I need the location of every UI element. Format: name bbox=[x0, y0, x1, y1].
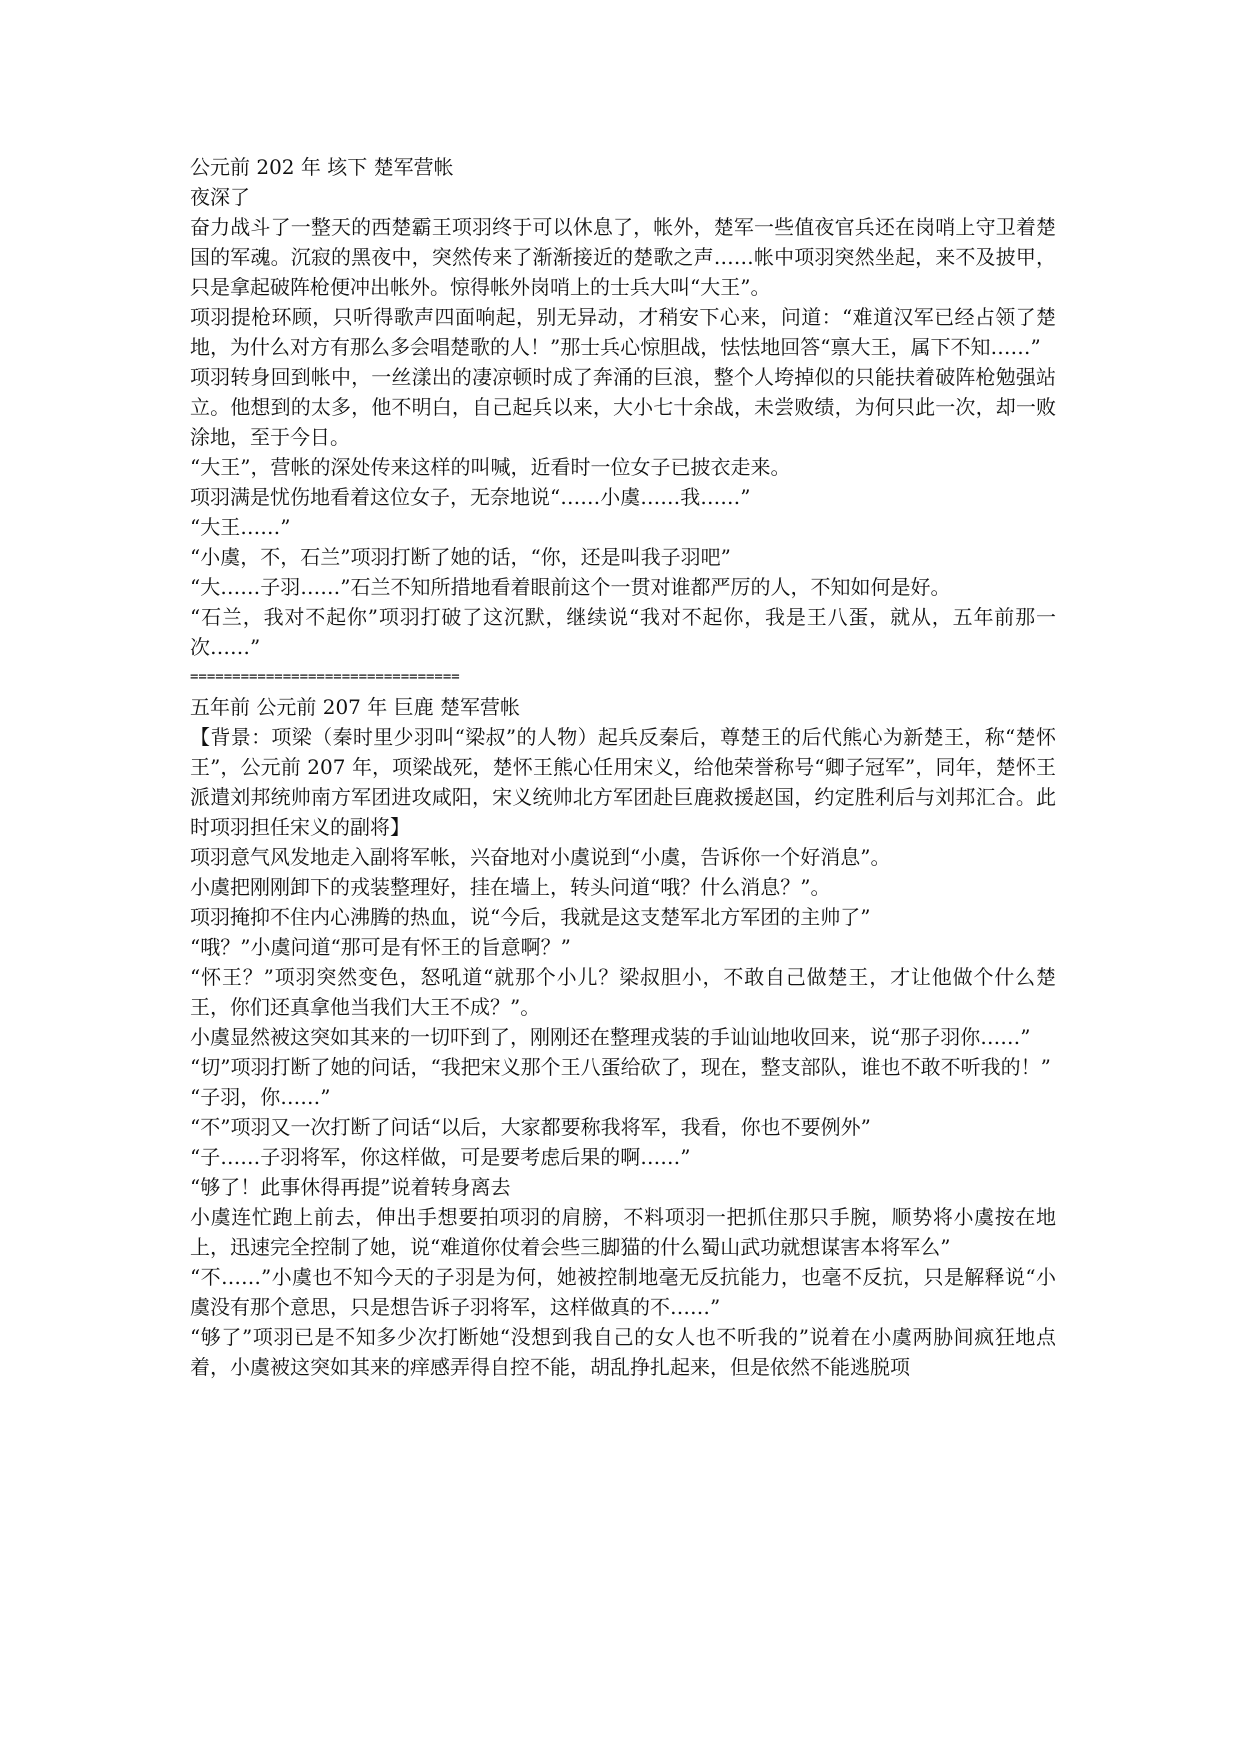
paragraph: 小虞把刚刚卸下的戎装整理好，挂在墙上，转头问道“哦？什么消息？”。 bbox=[190, 875, 831, 899]
paragraph: 项羽提枪环顾，只听得歌声四面响起，别无异动，才稍安下心来，问道：“难道汉军已经占领了楚地，为什么对方有那么多会唱楚歌的人！”那士兵心惊胆战，怯怯地回答“禀大王，属下不知……” bbox=[190, 305, 1056, 359]
paragraph: 项羽意气风发地走入副将军帐，兴奋地对小虞说到“小虞，告诉你一个好消息”。 bbox=[190, 845, 891, 869]
paragraph: 奋力战斗了一整天的西楚霸王项羽终于可以休息了，帐外，楚军一些值夜官兵还在岗哨上守卫着楚国的军魂。沉寂的黑夜中，突然传来了渐渐接近的楚歌之声……帐中项羽突然坐起，来不及披甲，只是拿起破阵枪便冲出帐外。惊得帐外岗哨上的士兵大叫“大王”。 bbox=[190, 215, 1056, 299]
scene-heading-julu: 五年前 公元前 207 年 巨鹿 楚军营帐 bbox=[190, 695, 520, 719]
paragraph: “切”项羽打断了她的问话，“我把宋义那个王八蛋给砍了，现在，整支部队，谁也不敢不听我的！” bbox=[190, 1055, 1051, 1079]
paragraph: “够了！此事休得再提”说着转身离去 bbox=[190, 1175, 511, 1199]
paragraph: 项羽掩抑不住内心沸腾的热血，说“今后，我就是这支楚军北方军团的主帅了” bbox=[190, 905, 871, 929]
paragraph: “大王……” bbox=[190, 515, 291, 539]
paragraph: “子……子羽将军，你这样做，可是要考虑后果的啊……” bbox=[190, 1145, 691, 1169]
paragraph: “不”项羽又一次打断了问话“以后，大家都要称我将军，我看，你也不要例外” bbox=[190, 1115, 871, 1139]
paragraph: 夜深了 bbox=[190, 185, 250, 209]
paragraph: “大王”，营帐的深处传来这样的叫喊，近看时一位女子已披衣走来。 bbox=[190, 455, 791, 479]
scene-heading-gaixia: 公元前 202 年 垓下 楚军营帐 bbox=[190, 155, 454, 179]
background-note: 【背景：项梁（秦时里少羽叫“梁叔”的人物）起兵反秦后，尊楚王的后代熊心为新楚王，称“楚怀王”，公元前 207 年，项梁战死，楚怀王熊心任用宋义，给他荣誉称号“卿子冠军”，同年，楚怀王派遣刘邦统帅南方军团进攻咸阳，宋义统帅北方军团赴巨鹿救援赵国，约定胜利后与刘邦汇合。此时项羽担任宋义的副将】 bbox=[190, 725, 1056, 839]
paragraph: “石兰，我对不起你”项羽打破了这沉默，继续说“我对不起你，我是王八蛋，就从，五年前那一次……” bbox=[190, 605, 1056, 659]
paragraph: “怀王？”项羽突然变色，怒吼道“就那个小儿？梁叔胆小，不敢自己做楚王，才让他做个什么楚王，你们还真拿他当我们大王不成？”。 bbox=[190, 965, 1056, 1019]
paragraph: “大……子羽……”石兰不知所措地看着眼前这个一贯对谁都严厉的人，不知如何是好。 bbox=[190, 575, 951, 599]
paragraph: “小虞，不，石兰”项羽打断了她的话，“你，还是叫我子羽吧” bbox=[190, 545, 731, 569]
paragraph: 项羽满是忧伤地看着这位女子，无奈地说“……小虞……我……” bbox=[190, 485, 751, 509]
paragraph: “不……”小虞也不知今天的子羽是为何，她被控制地毫无反抗能力，也毫不反抗，只是解释说“小虞没有那个意思，只是想告诉子羽将军，这样做真的不……” bbox=[190, 1265, 1056, 1319]
section-separator: ================================ bbox=[190, 669, 460, 685]
paragraph: “够了”项羽已是不知多少次打断她“没想到我自己的女人也不听我的”说着在小虞两胁间疯狂地点着，小虞被这突如其来的痒感弄得自控不能，胡乱挣扎起来，但是依然不能逃脱项 bbox=[190, 1325, 1056, 1379]
document-body bbox=[190, 152, 1056, 1382]
paragraph: 小虞连忙跑上前去，伸出手想要拍项羽的肩膀，不料项羽一把抓住那只手腕，顺势将小虞按在地上，迅速完全控制了她，说“难道你仗着会些三脚猫的什么蜀山武功就想谋害本将军么” bbox=[190, 1205, 1056, 1259]
paragraph: 小虞显然被这突如其来的一切吓到了，刚刚还在整理戎装的手讪讪地收回来，说“那子羽你……” bbox=[190, 1025, 1031, 1049]
paragraph: “子羽，你……” bbox=[190, 1085, 331, 1109]
paragraph: “哦？”小虞问道“那可是有怀王的旨意啊？” bbox=[190, 935, 571, 959]
paragraph: 项羽转身回到帐中，一丝漾出的凄凉顿时成了奔涌的巨浪，整个人垮掉似的只能扶着破阵枪勉强站立。他想到的太多，他不明白，自己起兵以来，大小七十余战，未尝败绩，为何只此一次，却一败涂地，至于今日。 bbox=[190, 365, 1056, 449]
